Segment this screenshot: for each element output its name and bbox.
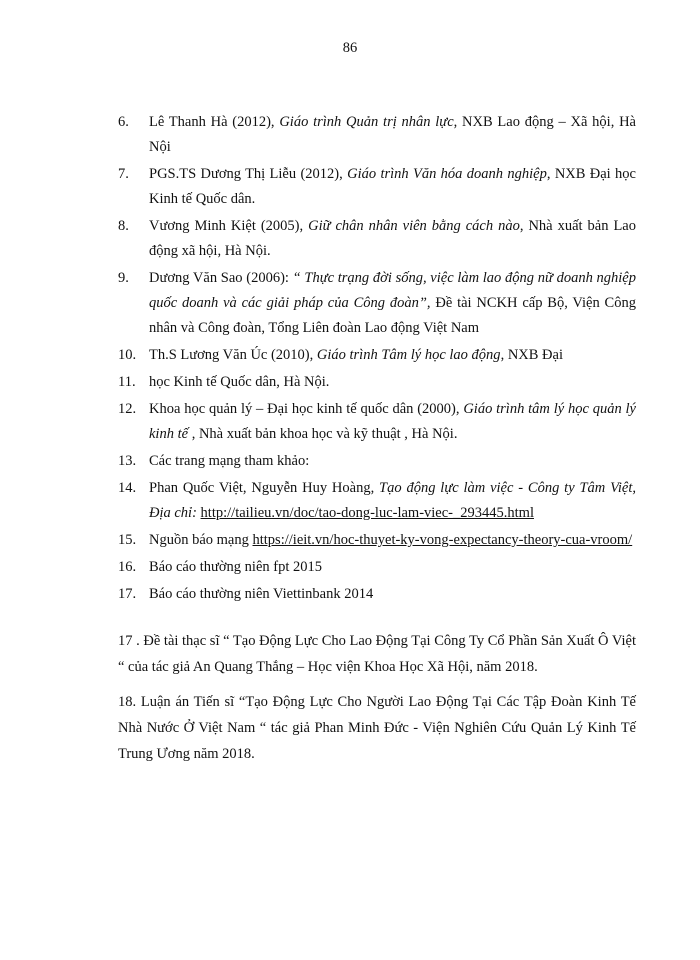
reference-link[interactable]: http://tailieu.vn/doc/tao-dong-luc-lam-viec-_293445.html <box>200 505 534 521</box>
reference-link[interactable]: https://ieit.vn/hoc-thuyet-ky-vong-expectancy-theory-cua-vroom/ <box>252 532 633 548</box>
reference-number: 16. <box>118 559 137 575</box>
reference-list <box>118 110 636 609</box>
reference-item <box>118 582 636 607</box>
reference-item <box>118 449 636 474</box>
reference-number: 6. <box>118 114 129 130</box>
reference-number: 9. <box>118 270 129 286</box>
reference-number: 11. <box>118 374 136 390</box>
reference-item <box>118 162 636 212</box>
reference-number: 12. <box>118 401 137 417</box>
reference-text: Báo cáo thường niên fpt 2015 <box>149 559 322 575</box>
reference-text: Các trang mạng tham khảo: <box>149 453 310 469</box>
reference-text: Vương Minh Kiệt (2005), Giữ chân nhân viên bằng cách nào, Nhà xuất bản Lao động xã hội, Hà Nội. <box>149 218 636 259</box>
reference-item <box>118 476 636 526</box>
reference-paragraph-18: 18. Luận án Tiến sĩ “Tạo Động Lực Cho Người Lao Động Tại Các Tập Đoàn Kinh Tế Nhà Nước Ở Việt Nam “ tác giả Phan Minh Đức - Viện Nghiên Cứu Quản Lý Kinh Tế Trung Ương năm 2018. <box>118 694 636 762</box>
reference-text: Th.S Lương Văn Úc (2010), Giáo trình Tâm lý học lao động, NXB Đại <box>149 347 563 363</box>
reference-item <box>118 370 636 395</box>
reference-item <box>118 528 636 553</box>
reference-number: 17. <box>118 586 137 602</box>
reference-number: 15. <box>118 532 137 548</box>
reference-number: 7. <box>118 166 129 182</box>
reference-text: Nguồn báo mạng https://ieit.vn/hoc-thuyet-ky-vong-expectancy-theory-cua-vroom/ <box>149 532 633 548</box>
reference-item <box>118 110 636 160</box>
reference-number: 14. <box>118 480 137 496</box>
reference-text: Báo cáo thường niên Viettinbank 2014 <box>149 586 374 602</box>
reference-text: Lê Thanh Hà (2012), Giáo trình Quản trị nhân lực, NXB Lao động – Xã hội, Hà Nội <box>149 114 636 155</box>
reference-number: 10. <box>118 347 137 363</box>
reference-text: Phan Quốc Việt, Nguyễn Huy Hoàng, Tạo động lực làm việc - Công ty Tâm Việt, Địa chỉ: http://tailieu.vn/doc/tao-dong-luc-lam-viec-_293445.html <box>149 480 636 521</box>
reference-number: 8. <box>118 218 129 234</box>
reference-item <box>118 266 636 341</box>
reference-paragraph-17: 17 . Đề tài thạc sĩ “ Tạo Động Lực Cho Lao Động Tại Công Ty Cổ Phần Sản Xuất Ô Việt “ của tác giả An Quang Thắng – Học viện Khoa Học Xã Hội, năm 2018. <box>118 633 636 675</box>
reference-text: Dương Văn Sao (2006): “ Thực trạng đời sống, việc làm lao động nữ doanh nghiệp quốc doanh và các giải pháp của Công đoàn”, Đề tài NCKH cấp Bộ, Viện Công nhân và Công đoàn, Tổng Liên đoàn Lao động Việt Nam <box>149 270 636 336</box>
reference-text: học Kinh tế Quốc dân, Hà Nội. <box>149 374 330 390</box>
reference-text: PGS.TS Dương Thị Liễu (2012), Giáo trình Văn hóa doanh nghiệp, NXB Đại học Kinh tế Quốc dân. <box>149 166 636 207</box>
reference-item <box>118 555 636 580</box>
reference-item <box>118 397 636 447</box>
reference-text: Khoa học quản lý – Đại học kinh tế quốc dân (2000), Giáo trình tâm lý học quản lý kinh tế , Nhà xuất bản khoa học và kỹ thuật , Hà Nội. <box>149 401 636 442</box>
page-number: 86 <box>342 40 358 56</box>
reference-item <box>118 214 636 264</box>
reference-number: 13. <box>118 453 137 469</box>
reference-item <box>118 343 636 368</box>
